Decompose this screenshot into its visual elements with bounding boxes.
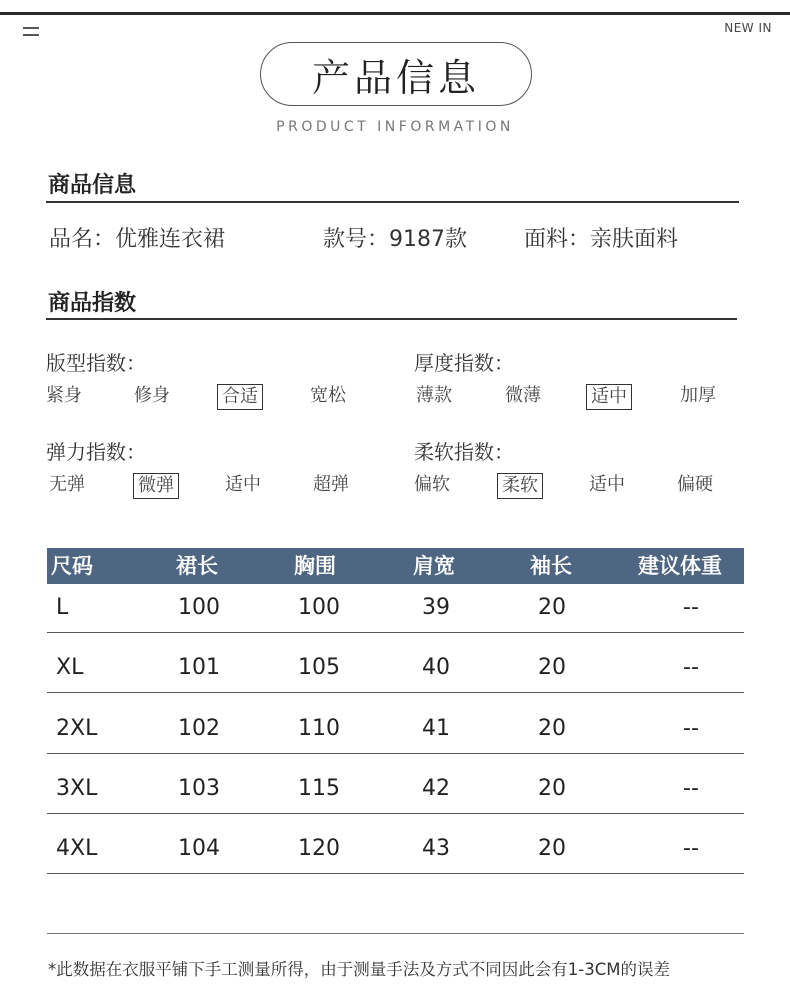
column-header-sleeve: 袖长 [530,554,572,578]
divider [46,318,737,320]
elasticity-option: 超弹 [313,474,349,495]
table-cell: 20 [538,776,566,801]
softness-option: 偏软 [414,474,450,495]
table-cell: 3XL [56,776,98,801]
table-cell: -- [683,716,699,741]
table-cell: XL [56,655,84,680]
table-cell: 20 [538,716,566,741]
thickness-index-label: 厚度指数： [414,351,514,375]
size-table-header [47,548,744,584]
product-name: 品名：优雅连衣裙 [49,227,226,252]
thickness-option: 加厚 [680,385,716,406]
divider [46,201,739,203]
style-number: 款号：9187款 [323,227,467,252]
table-cell: 40 [422,655,450,680]
table-cell: 110 [298,716,340,741]
table-cell: 100 [298,595,340,620]
softness-option: 适中 [589,474,625,495]
page-subtitle: PRODUCT INFORMATION [276,119,514,135]
top-border [0,12,790,15]
product-info-heading: 商品信息 [48,173,137,198]
table-cell: 39 [422,595,450,620]
table-cell: -- [683,595,699,620]
table-cell: 2XL [56,716,98,741]
table-cell: 104 [178,836,220,861]
table-cell: 4XL [56,836,98,861]
table-cell: 20 [538,655,566,680]
fabric: 面料：亲肤面料 [524,227,679,252]
table-cell: -- [683,836,699,861]
fit-index-label: 版型指数： [46,351,146,375]
indices-heading: 商品指数 [48,291,137,316]
fit-option: 紧身 [46,385,82,406]
table-cell: 105 [298,655,340,680]
softness-option: 偏硬 [677,474,713,495]
table-row-divider [47,692,744,693]
column-header-bust: 胸围 [294,554,336,578]
measurement-footnote: *此数据在衣服平铺下手工测量所得，由于测量手法及方式不同因此会有1-3CM的误差 [48,960,670,979]
table-cell: 41 [422,716,450,741]
elasticity-option-selected: 微弹 [133,473,179,499]
elasticity-option: 无弹 [49,474,85,495]
table-cell: 100 [178,595,220,620]
table-cell: -- [683,655,699,680]
table-cell: 42 [422,776,450,801]
table-row-divider [47,632,744,633]
fit-option-selected: 合适 [217,384,263,410]
column-header-size: 尺码 [51,554,93,578]
elasticity-index-label: 弹力指数： [46,440,146,464]
table-row-divider [47,753,744,754]
table-cell: L [56,595,69,620]
table-row-divider [47,873,744,874]
new-in-label: NEW IN [724,21,772,35]
thickness-option-selected: 适中 [586,384,632,410]
table-cell: 101 [178,655,220,680]
fit-option: 修身 [134,385,170,406]
table-row-divider [47,813,744,814]
softness-index-label: 柔软指数： [414,440,514,464]
softness-option-selected: 柔软 [497,473,543,499]
table-cell: 20 [538,836,566,861]
table-cell: 102 [178,716,220,741]
table-cell: 120 [298,836,340,861]
table-cell: 115 [298,776,340,801]
page-title: 产品信息 [311,55,480,100]
thickness-option: 薄款 [416,385,452,406]
elasticity-option: 适中 [225,474,261,495]
table-cell: 103 [178,776,220,801]
fit-option: 宽松 [310,385,346,406]
title-pill [260,42,532,106]
column-header-shoulder: 肩宽 [413,554,455,578]
column-header-length: 裙长 [176,554,218,578]
menu-icon[interactable] [23,27,39,36]
divider [47,933,744,934]
table-cell: 43 [422,836,450,861]
table-cell: 20 [538,595,566,620]
column-header-weight: 建议体重 [638,554,722,578]
table-cell: -- [683,776,699,801]
thickness-option: 微薄 [505,385,541,406]
